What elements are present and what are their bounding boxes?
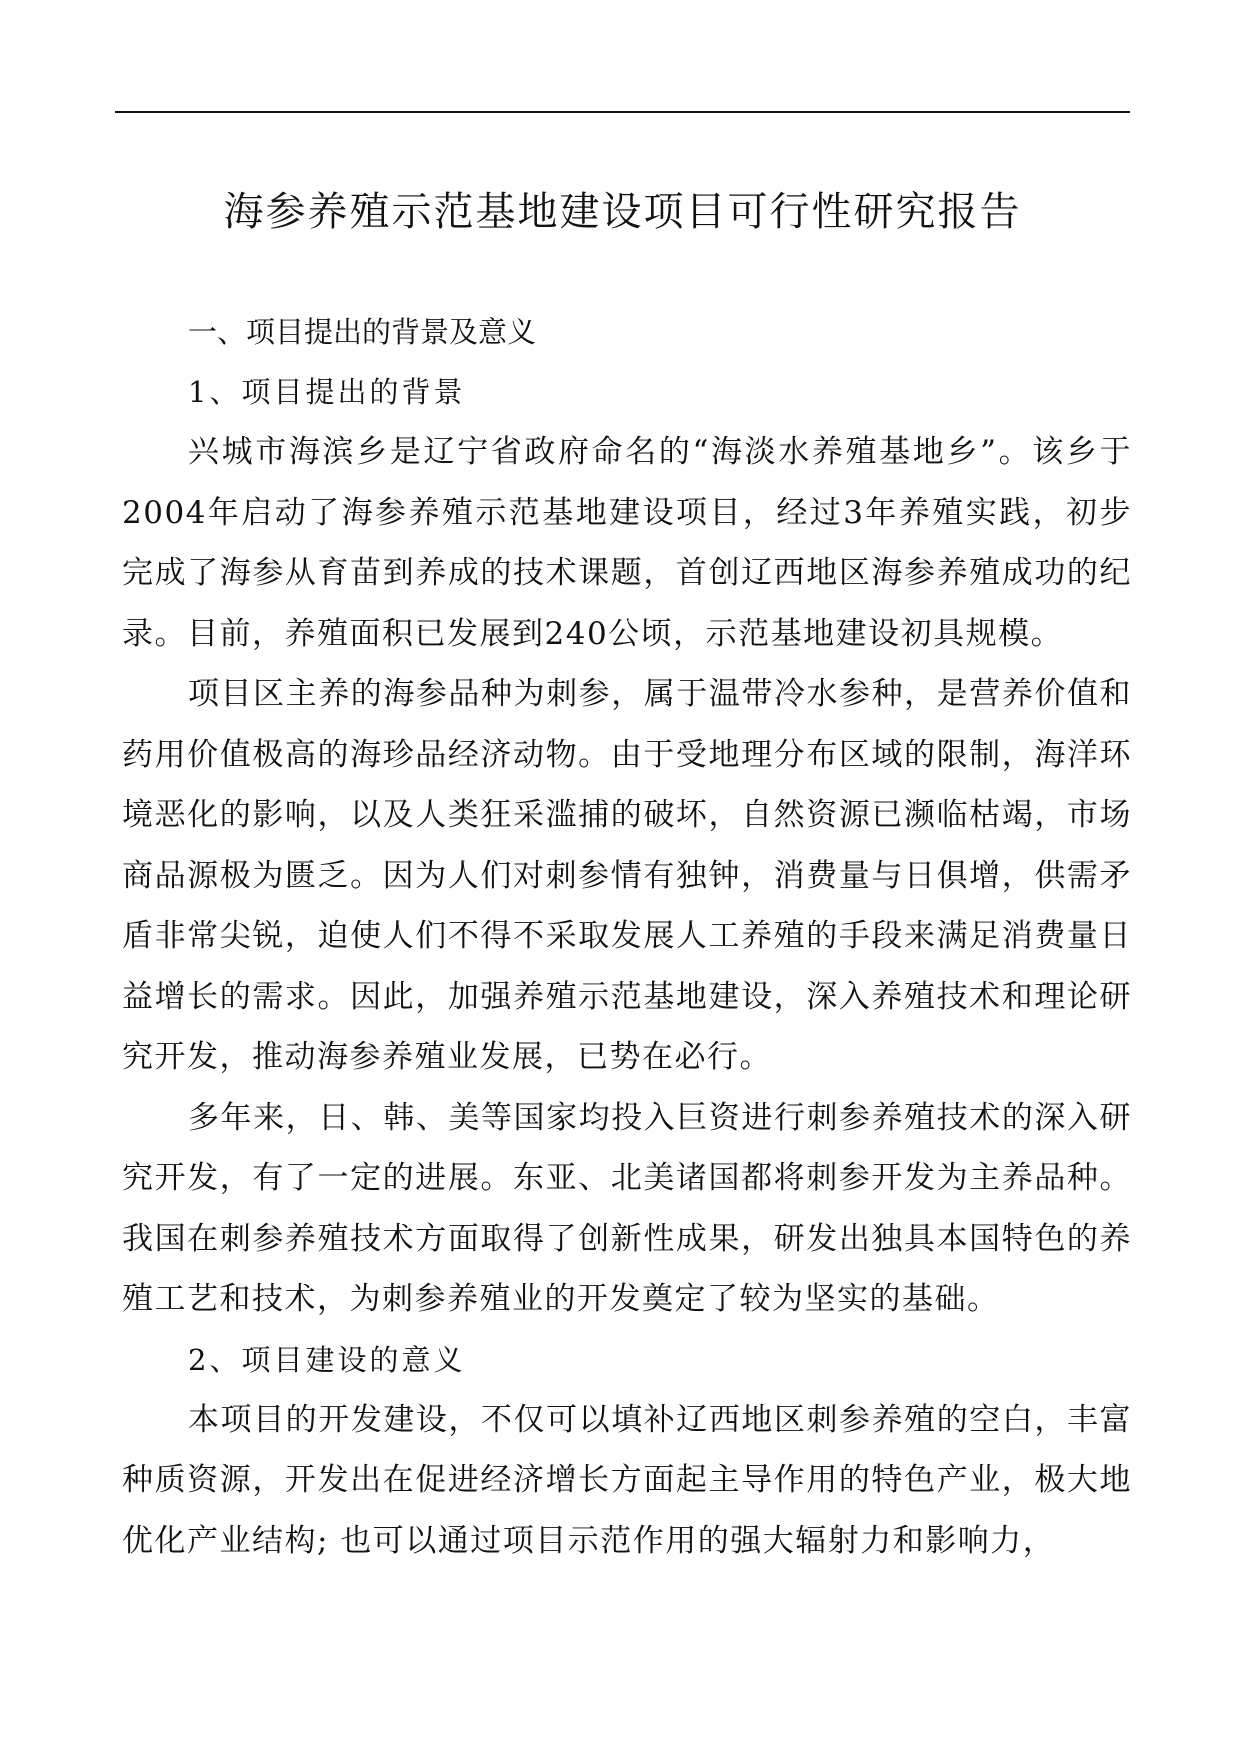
document-body	[122, 302, 1132, 1571]
subsection-heading-significance: 2、项目建设的意义	[188, 1342, 466, 1377]
paragraph: 本项目的开发建设，不仅可以填补辽西地区刺参养殖的空白，丰富种质资源，开发出在促进经济增长方面起主导作用的特色产业，极大地优化产业结构; 也可以通过项目示范作用的强大辐射力和影响力，	[122, 1401, 1132, 1559]
header-rule	[115, 111, 1130, 113]
paragraph: 兴城市海滨乡是辽宁省政府命名的“海淡水养殖基地乡”。该乡于2004年启动了海参养殖示范基地建设项目，经过3年养殖实践，初步完成了海参从育苗到养成的技术课题，首创辽西地区海参养殖成功的纪录。目前，养殖面积已发展到240公顷，示范基地建设初具规模。	[122, 434, 1132, 652]
section-heading: 一、项目提出的背景及意义	[188, 315, 537, 349]
subsection-heading-background: 1、项目提出的背景	[188, 375, 466, 409]
paragraph: 项目区主养的海参品种为刺参，属于温带冷水参种，是营养价值和药用价值极高的海珍品经济动物。由于受地理分布区域的限制，海洋环境恶化的影响，以及人类狂采滥捕的破坏，自然资源已濒临枯竭，市场商品源极为匮乏。因为人们对刺参情有独钟，消费量与日俱增，供需矛盾非常尖锐，迫使人们不得不采取发展人工养殖的手段来满足消费量日益增长的需求。因此，加强养殖示范基地建设，深入养殖技术和理论研究开发，推动海参养殖业发展，已势在必行。	[122, 676, 1132, 1075]
page-title: 海参养殖示范基地建设项目可行性研究报告	[223, 189, 1022, 235]
paragraph: 多年来，日、韩、美等国家均投入巨资进行刺参养殖技术的深入研究开发，有了一定的进展。东亚、北美诸国都将刺参开发为主养品种。我国在刺参养殖技术方面取得了创新性成果，研发出独具本国特色的养殖工艺和技术，为刺参养殖业的开发奠定了较为坚实的基础。	[122, 1099, 1132, 1317]
